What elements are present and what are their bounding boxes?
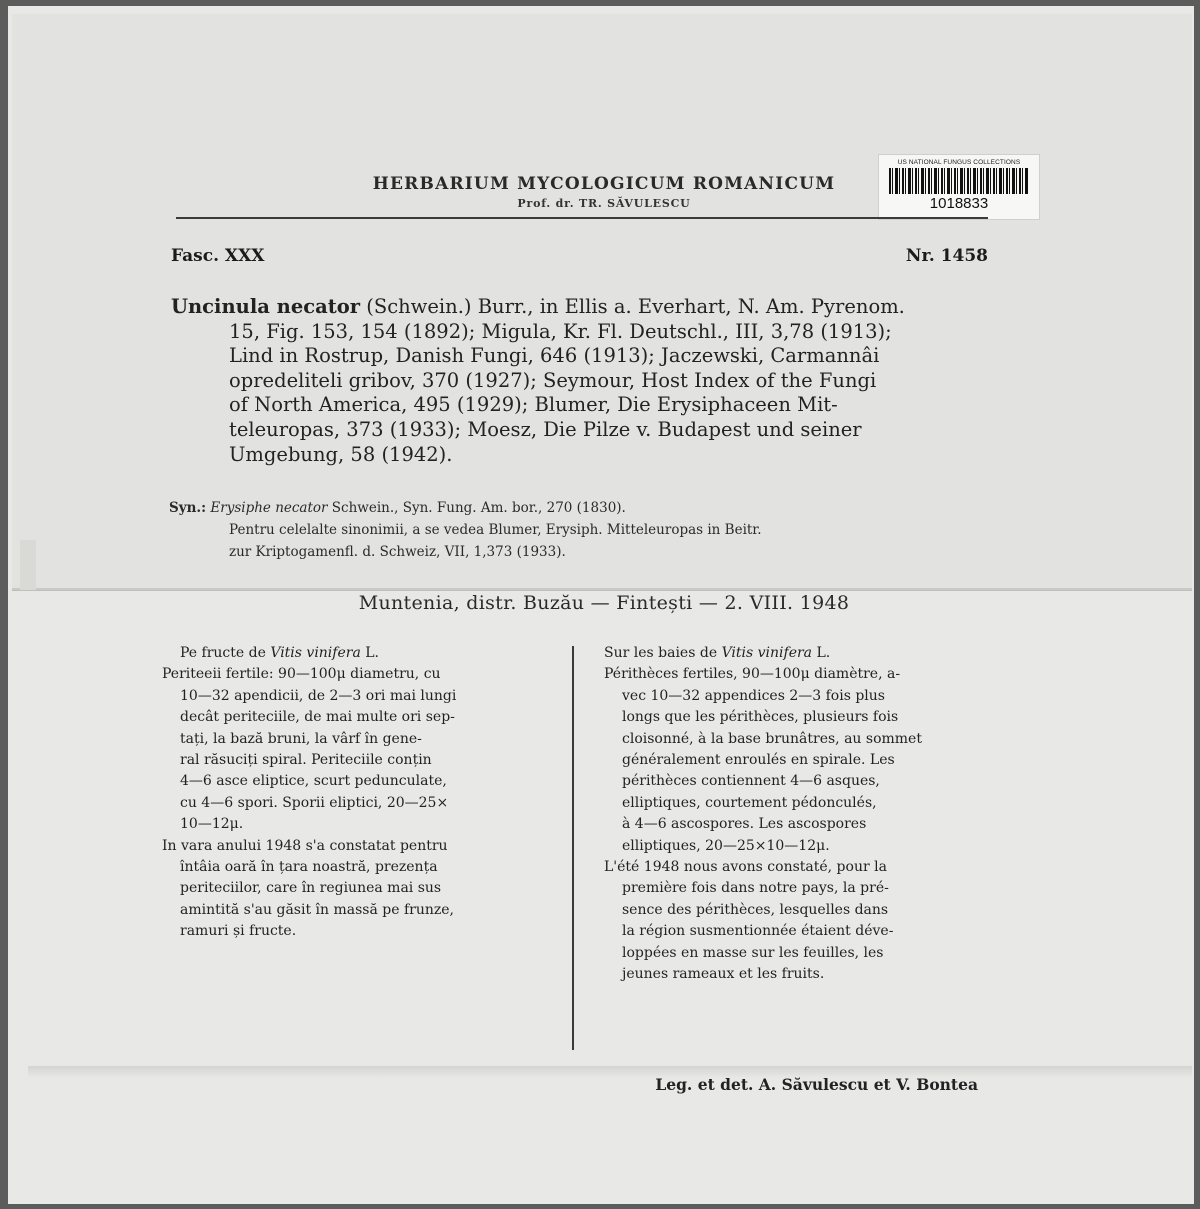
description-line: à 4—6 ascospores. Les ascospores — [622, 816, 867, 833]
description-line: cloisonné, à la base brunâtres, au sommet — [622, 730, 922, 747]
citation-line: 15, Fig. 153, 154 (1892); Migula, Kr. Fl. Deutschl., III, 3,78 (1913); — [229, 319, 892, 343]
description-line: întâia oară în țara noastră, prezența — [180, 859, 438, 876]
description-line — [604, 643, 988, 664]
description-line: 4—6 asce eliptice, scurt pedunculate, — [180, 773, 447, 790]
description-line: jeunes rameaux et les fruits. — [622, 966, 825, 983]
host-prefix: Sur les baies de — [604, 645, 722, 661]
description-line: 10—12μ. — [180, 816, 244, 833]
description-line: L'été 1948 nous avons constaté, pour la — [604, 859, 887, 876]
header-rule — [176, 217, 988, 219]
citation-line: Lind in Rostrup, Danish Fungi, 646 (1913); Jaczewski, Carmannâi — [229, 344, 880, 368]
synonym-name: Erysiphe necator — [210, 500, 328, 516]
taxon-citation — [171, 295, 989, 467]
synonym-label: Syn.: — [169, 500, 207, 516]
synonym-reference: Schwein., Syn. Fung. Am. bor., 270 (1830). — [327, 500, 626, 516]
barcode-number: 1018833 — [929, 195, 989, 212]
description-line: vec 10—32 appendices 2—3 fois plus — [622, 687, 885, 704]
collector-credit — [655, 1075, 978, 1094]
description-line: sence des périthèces, lesquelles dans — [622, 901, 889, 918]
collector-prefix: Leg. et det. — [655, 1075, 759, 1094]
collection-locality: Muntenia, distr. Buzău — Fintești — 2. VIII. 1948 — [358, 592, 850, 614]
description-line: ral răsuciți spiral. Periteciile conțin — [180, 752, 432, 769]
description-line — [162, 643, 546, 664]
synonyms-block — [169, 497, 989, 563]
citation-line-text: (Schwein.) Burr., in Ellis a. Everhart, N. Am. Pyrenom. — [360, 295, 905, 318]
description-line: elliptiques, courtement pédonculés, — [622, 794, 877, 811]
description-line: périthèces contiennent 4—6 asques, — [622, 773, 880, 790]
citation-line: teleuropas, 373 (1933); Moesz, Die Pilze v. Budapest und seiner — [229, 417, 862, 441]
citation-line — [171, 295, 989, 320]
description-line: la région susmentionnée étaient déve- — [622, 923, 894, 940]
description-line: généralement enroulés en spirale. Les — [622, 752, 895, 769]
description-line: elliptiques, 20—25×10—12μ. — [622, 837, 830, 854]
host-author: L. — [360, 645, 379, 661]
host-author: L. — [812, 645, 831, 661]
description-line: periteciilor, care în regiunea mai sus — [180, 880, 442, 897]
host-name: Vitis vinifera — [721, 645, 813, 661]
description-line: Periteeii fertile: 90—100μ diametru, cu — [162, 666, 441, 683]
synonym-note: zur Kriptogamenfl. d. Schweiz, VII, 1,373 (1933). — [229, 544, 566, 560]
citation-line: opredeliteli gribov, 370 (1927); Seymour, Host Index of the Fungi — [229, 368, 877, 392]
description-line: tați, la bază bruni, la vârf în gene- — [180, 730, 422, 747]
description-line: Périthèces fertiles, 90—100μ diamètre, a- — [604, 666, 901, 683]
host-name: Vitis vinifera — [270, 645, 361, 661]
description-line: decât periteciile, de mai multe ori sep- — [180, 709, 455, 726]
specimen-number: Nr. 1458 — [905, 246, 988, 266]
synonym-note: Pentru celelalte sinonimii, a se vedea Blumer, Erysiph. Mitteleuropas in Beitr. — [229, 522, 762, 538]
description-line: 10—32 apendicii, de 2—3 ori mai lungi — [180, 687, 457, 704]
host-prefix: Pe fructe de — [180, 645, 271, 661]
description-line: ramuri și fructe. — [180, 923, 297, 940]
description-line: cu 4—6 spori. Sporii eliptici, 20—25× — [180, 794, 449, 811]
description-line: In vara anului 1948 s'a constatat pentru — [162, 837, 448, 854]
herbarium-title: HERBARIUM MYCOLOGICUM ROMANICUM — [372, 174, 836, 194]
description-line: première fois dans notre pays, la pré- — [622, 880, 889, 897]
citation-line: Umgebung, 58 (1942). — [229, 442, 453, 466]
citation-line: of North America, 495 (1929); Blumer, Die Erysiphaceen Mit- — [229, 393, 838, 417]
barcode-header: US NATIONAL FUNGUS COLLECTIONS — [897, 159, 1021, 166]
description-line: longs que les périthèces, plusieurs fois — [622, 709, 899, 726]
herbarium-subtitle: Prof. dr. TR. SĂVULESCU — [517, 197, 691, 210]
description-line: amintită s'au găsit în massă pe frunze, — [180, 901, 454, 918]
romanian-description — [162, 643, 546, 943]
french-description — [604, 643, 988, 986]
flap-edge — [20, 540, 36, 590]
collector-names: A. Săvulescu et V. Bontea — [758, 1075, 978, 1094]
taxon-name: Uncinula necator — [171, 295, 361, 318]
synonym-line — [169, 497, 989, 519]
herbarium-label — [44, 20, 1184, 1110]
description-line: loppées en masse sur les feuilles, les — [622, 944, 884, 961]
column-divider — [572, 646, 574, 1050]
fascicle-number: Fasc. XXX — [171, 246, 265, 266]
